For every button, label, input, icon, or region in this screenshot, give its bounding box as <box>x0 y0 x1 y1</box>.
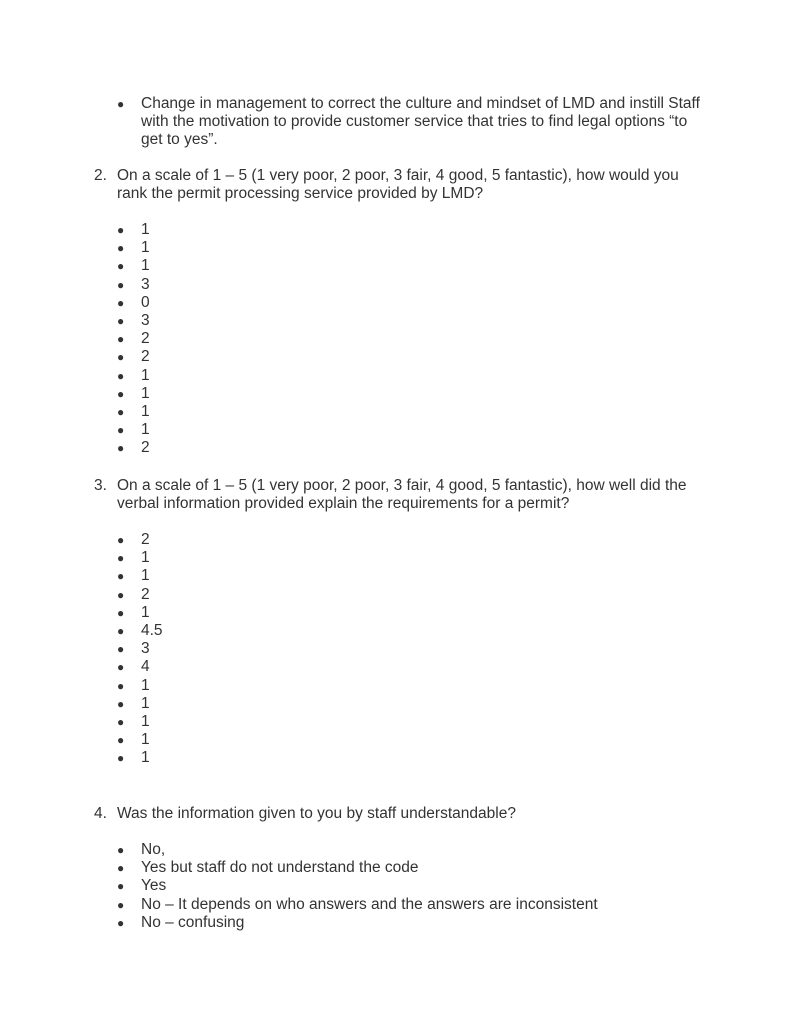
question-number: 4. <box>94 805 107 822</box>
list-item: ● 1 <box>0 604 800 622</box>
list-item: ● Yes <box>0 877 800 895</box>
list-item: ● 2 <box>0 586 800 604</box>
list-item: ● 1 <box>0 221 800 239</box>
list-item: ● Yes but staff do not understand the code <box>0 859 800 877</box>
list-item: ● 1 <box>0 695 800 713</box>
intro-bullet-list <box>0 95 800 150</box>
question-4-answers <box>0 841 800 932</box>
list-item: ● 0 <box>0 294 800 312</box>
question-text: On a scale of 1 – 5 (1 very poor, 2 poor, 3 fair, 4 good, 5 fantastic), how well did the verbal information provided explain the requirements for a permit? <box>117 477 687 513</box>
list-item: ● 1 <box>0 239 800 257</box>
list-item: ● 1 <box>0 367 800 385</box>
list-item: ● 1 <box>0 385 800 403</box>
list-item: ● 2 <box>0 531 800 549</box>
list-item: ● 3 <box>0 276 800 294</box>
list-item: ● 3 <box>0 312 800 330</box>
question-text: Was the information given to you by staff understandable? <box>117 805 516 822</box>
list-item: ● 1 <box>0 677 800 695</box>
list-item: ● 1 <box>0 421 800 439</box>
list-item: ● Change in management to correct the culture and mindset of LMD and instill Staff with the motivation to provide customer service that tries to find legal options “to get to yes”. <box>0 95 800 150</box>
list-item: ● 3 <box>0 640 800 658</box>
question-2 <box>0 167 800 203</box>
list-item: ● 1 <box>0 749 800 767</box>
question-number: 3. <box>94 477 107 494</box>
list-item: ● 1 <box>0 713 800 731</box>
question-3 <box>0 477 800 513</box>
question-4 <box>0 805 800 823</box>
list-item: ● 4 <box>0 658 800 676</box>
list-item: ● 1 <box>0 731 800 749</box>
list-item: ● 4.5 <box>0 622 800 640</box>
list-item: ● 2 <box>0 348 800 366</box>
list-item: ● No – confusing <box>0 914 800 932</box>
list-item: ● 1 <box>0 403 800 421</box>
list-item: ● 2 <box>0 439 800 457</box>
list-item: ● 1 <box>0 257 800 275</box>
list-item: ● 1 <box>0 549 800 567</box>
list-item: ● 2 <box>0 330 800 348</box>
list-item: ● No, <box>0 841 800 859</box>
question-number: 2. <box>94 167 107 184</box>
list-item: ● No – It depends on who answers and the answers are inconsistent <box>0 896 800 914</box>
question-text: On a scale of 1 – 5 (1 very poor, 2 poor, 3 fair, 4 good, 5 fantastic), how would you rank the permit processing service provided by LMD? <box>117 167 679 203</box>
list-item: ● 1 <box>0 567 800 585</box>
question-2-answers <box>0 221 800 458</box>
question-3-answers <box>0 531 800 768</box>
